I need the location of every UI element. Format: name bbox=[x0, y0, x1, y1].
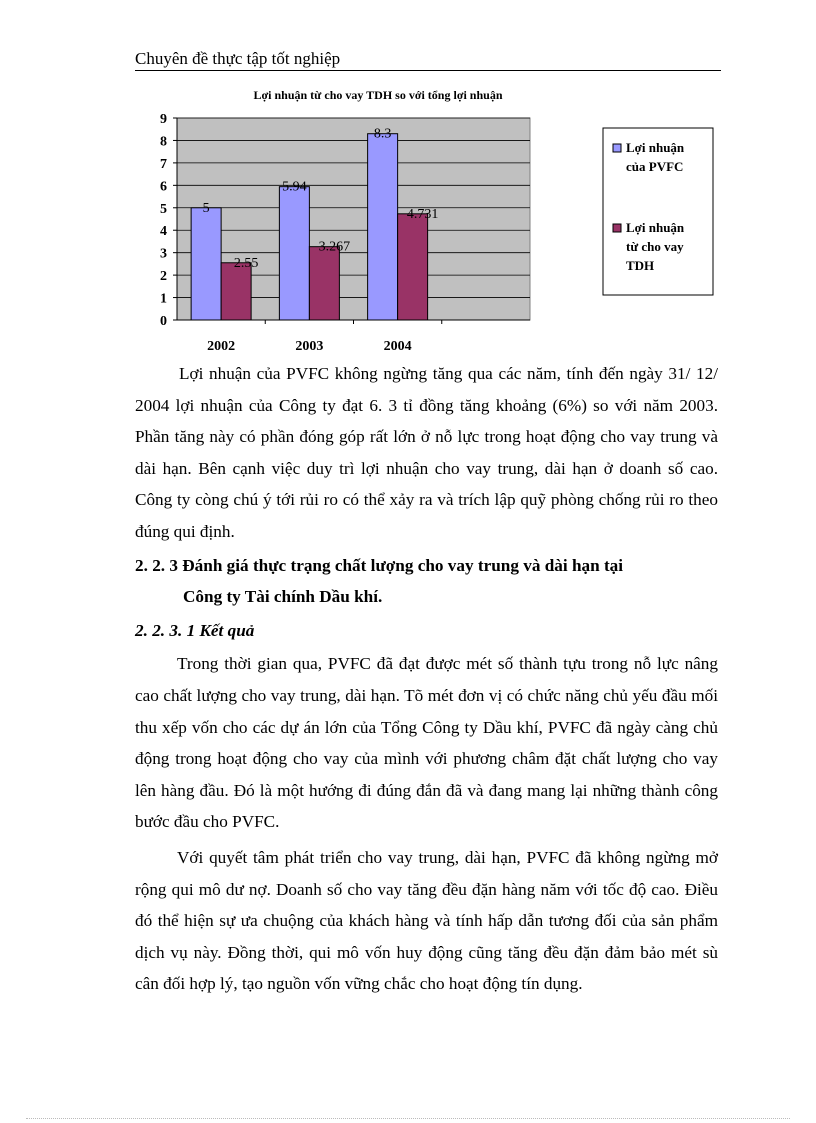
footer-rule bbox=[26, 1118, 790, 1119]
data-label: 3.267 bbox=[318, 239, 351, 255]
paragraph-results: Trong thời gian qua, PVFC đã đạt được mét số thành tựu trong nỗ lực nâng cao chất lượng cho vay trung, dài hạn. Tõ mét đơn vị có chức năng chủ yếu đầu mối thu xếp vốn cho các dự án lớn của Tổng Công ty Dầu khí, PVFC đã ngày càng chủ động trong hoạt động cho vay của mình với phương châm đặt chất lượng cho vay lên hàng đầu. Đó là một hướng đi đúng đắn đã và đang mang lại những thành công bước đầu cho PVFC. bbox=[135, 654, 718, 832]
y-tick-label: 3 bbox=[160, 246, 167, 262]
section-heading-line1: 2. 2. 3 Đánh giá thực trạng chất lượng cho vay trung và dài hạn tại bbox=[135, 555, 624, 575]
header-title: Chuyên đề thực tập tốt nghiệp bbox=[135, 49, 341, 68]
legend-label: từ cho vay bbox=[626, 239, 684, 254]
bar-tdh-2003 bbox=[309, 247, 339, 320]
legend-label: của PVFC bbox=[626, 159, 684, 174]
data-label: 5.94 bbox=[282, 179, 307, 195]
y-tick-label: 8 bbox=[160, 134, 167, 150]
x-tick-label: 2002 bbox=[207, 339, 236, 354]
legend-label: TDH bbox=[626, 258, 655, 273]
data-label: 4.731 bbox=[406, 206, 439, 222]
x-tick-label: 2003 bbox=[295, 339, 324, 354]
legend-swatch bbox=[613, 144, 621, 152]
y-tick-label: 9 bbox=[160, 112, 167, 127]
bar-tdh-2004 bbox=[398, 214, 428, 320]
y-tick-label: 6 bbox=[160, 179, 167, 195]
bar-pvfc-2002 bbox=[191, 208, 221, 320]
data-label: 2.55 bbox=[233, 255, 259, 271]
y-tick-label: 5 bbox=[160, 201, 167, 217]
x-tick-label: 2004 bbox=[383, 339, 412, 354]
y-tick-label: 1 bbox=[160, 291, 167, 307]
y-tick-label: 7 bbox=[160, 156, 167, 172]
y-tick-label: 2 bbox=[160, 269, 167, 285]
legend-label: Lợi nhuận bbox=[626, 140, 685, 155]
data-label: 5 bbox=[202, 200, 210, 216]
body-text bbox=[135, 358, 718, 1000]
paragraph-growth: Với quyết tâm phát triển cho vay trung, dài hạn, PVFC đã không ngừng mở rộng qui mô dư nợ. Doanh số cho vay tăng đều đặn hàng năm với tốc độ cao. Điều đó thể hiện sự ưa chuộng của khách hàng và tính hấp dẫn tương đối của sản phẩm dịch vụ này. Đồng thời, qui mô vốn huy động cũng tăng đều đặn đảm bảo mét sù cân đối hợp lý, tạo nguồn vốn vững chắc cho hoạt động tín dụng. bbox=[135, 847, 718, 994]
bar-pvfc-2004 bbox=[368, 134, 398, 320]
legend-swatch bbox=[613, 224, 621, 232]
profit-chart bbox=[135, 82, 725, 362]
y-tick-label: 0 bbox=[160, 314, 167, 329]
subsection-heading: 2. 2. 3. 1 Kết quả bbox=[135, 620, 255, 640]
chart-title: Lợi nhuận từ cho vay TDH so với tổng lợi nhuận bbox=[253, 88, 503, 102]
bar-pvfc-2003 bbox=[279, 187, 309, 320]
legend-label: Lợi nhuận bbox=[626, 220, 685, 235]
paragraph-profit: Lợi nhuận của PVFC không ngừng tăng qua các năm, tính đến ngày 31/ 12/ 2004 lợi nhuận của Công ty đạt 6. 3 tỉ đồng tăng khoảng (6%) so với năm 2003. Phần tăng này có phần đóng góp rất lớn ở nỗ lực trong hoạt động cho vay trung và dài hạn. Bên cạnh việc duy trì lợi nhuận cho vay trung, dài hạn ở doanh số cao. Công ty còng chú ý tới rủi ro có thể xảy ra và trích lập quỹ phòng chống rủi ro theo đúng qui định. bbox=[135, 364, 718, 541]
section-heading bbox=[135, 550, 718, 613]
y-tick-label: 4 bbox=[160, 224, 167, 240]
section-heading-line2: Công ty Tài chính Dầu khí. bbox=[183, 587, 383, 607]
bar-tdh-2002 bbox=[221, 263, 251, 320]
chart-svg bbox=[135, 82, 725, 362]
page-header bbox=[135, 48, 721, 71]
data-label: 8.3 bbox=[373, 126, 392, 142]
